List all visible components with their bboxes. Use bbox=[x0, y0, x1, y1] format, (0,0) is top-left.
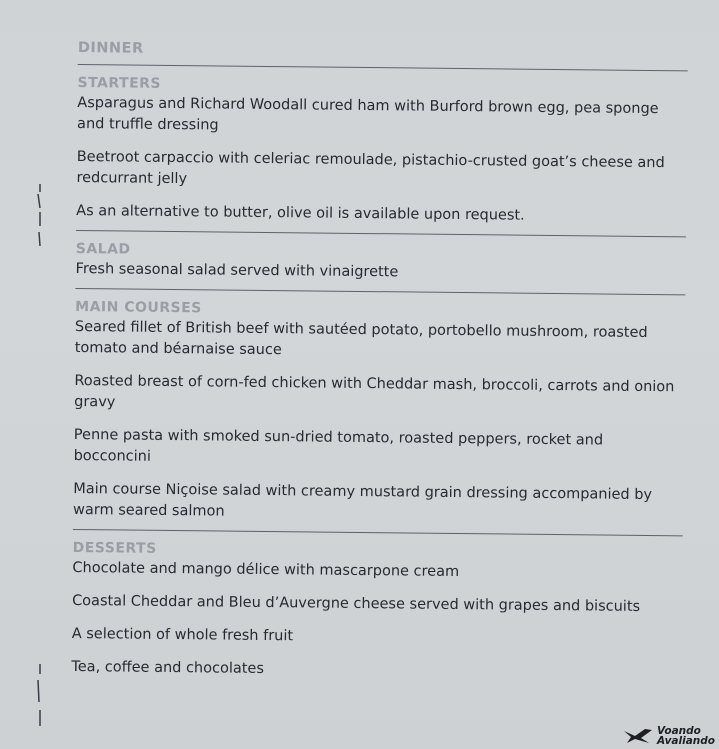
divider bbox=[76, 230, 686, 237]
menu-item: Main course Niçoise salad with creamy mustard grain dressing accompanied by warm seared salmon bbox=[72, 480, 653, 520]
menu-item: A selection of whole fresh fruit bbox=[71, 625, 294, 645]
section-heading: STARTERS bbox=[77, 74, 162, 92]
menu-item: Penne pasta with smoked sun-dried tomato, roasted peppers, rocket and bocconcini bbox=[73, 426, 604, 465]
binding-thread-bottom bbox=[36, 662, 44, 732]
menu-item: Seared fillet of British beef with sautéed potato, portobello mushroom, roasted tomato and béarnaise sauce bbox=[74, 318, 648, 359]
divider bbox=[78, 64, 688, 71]
section-desserts bbox=[71, 538, 682, 684]
section-heading: SALAD bbox=[75, 240, 131, 258]
divider bbox=[73, 529, 683, 536]
watermark-logo bbox=[623, 725, 715, 747]
menu-item: Coastal Cheddar and Bleu d’Auvergne cheese served with grapes and biscuits bbox=[72, 592, 641, 615]
menu-item: Chocolate and mango délice with mascarpone cream bbox=[72, 559, 460, 581]
menu-item: Fresh seasonal salad served with vinaigrette bbox=[75, 260, 399, 281]
section-starters bbox=[76, 73, 688, 228]
watermark-text bbox=[657, 726, 715, 746]
section-salad bbox=[75, 239, 685, 286]
menu-title: DINNER bbox=[77, 39, 144, 57]
section-heading: MAIN COURSES bbox=[75, 298, 202, 317]
divider bbox=[75, 288, 685, 295]
menu-item: Beetroot carpaccio with celeriac remoulade, pistachio-crusted goat’s cheese and redcurrant jelly bbox=[76, 148, 665, 188]
menu-note: As an alternative to butter, olive oil is available upon request. bbox=[76, 202, 525, 224]
menu-item: Roasted breast of corn-fed chicken with Cheddar mash, broccoli, carrots and onion gravy bbox=[74, 372, 675, 411]
section-heading: DESSERTS bbox=[72, 539, 157, 557]
airplane-icon bbox=[623, 727, 653, 745]
watermark-line2: Avaliando bbox=[657, 735, 715, 747]
binding-thread-top bbox=[36, 182, 44, 252]
watermark-line1: Voando bbox=[657, 725, 701, 737]
menu-item: Asparagus and Richard Woodall cured ham with Burford brown egg, pea sponge and truffle dressing bbox=[77, 94, 659, 134]
section-main-courses bbox=[73, 297, 685, 527]
menu-item: Tea, coffee and chocolates bbox=[71, 658, 265, 677]
menu-content bbox=[71, 38, 688, 684]
